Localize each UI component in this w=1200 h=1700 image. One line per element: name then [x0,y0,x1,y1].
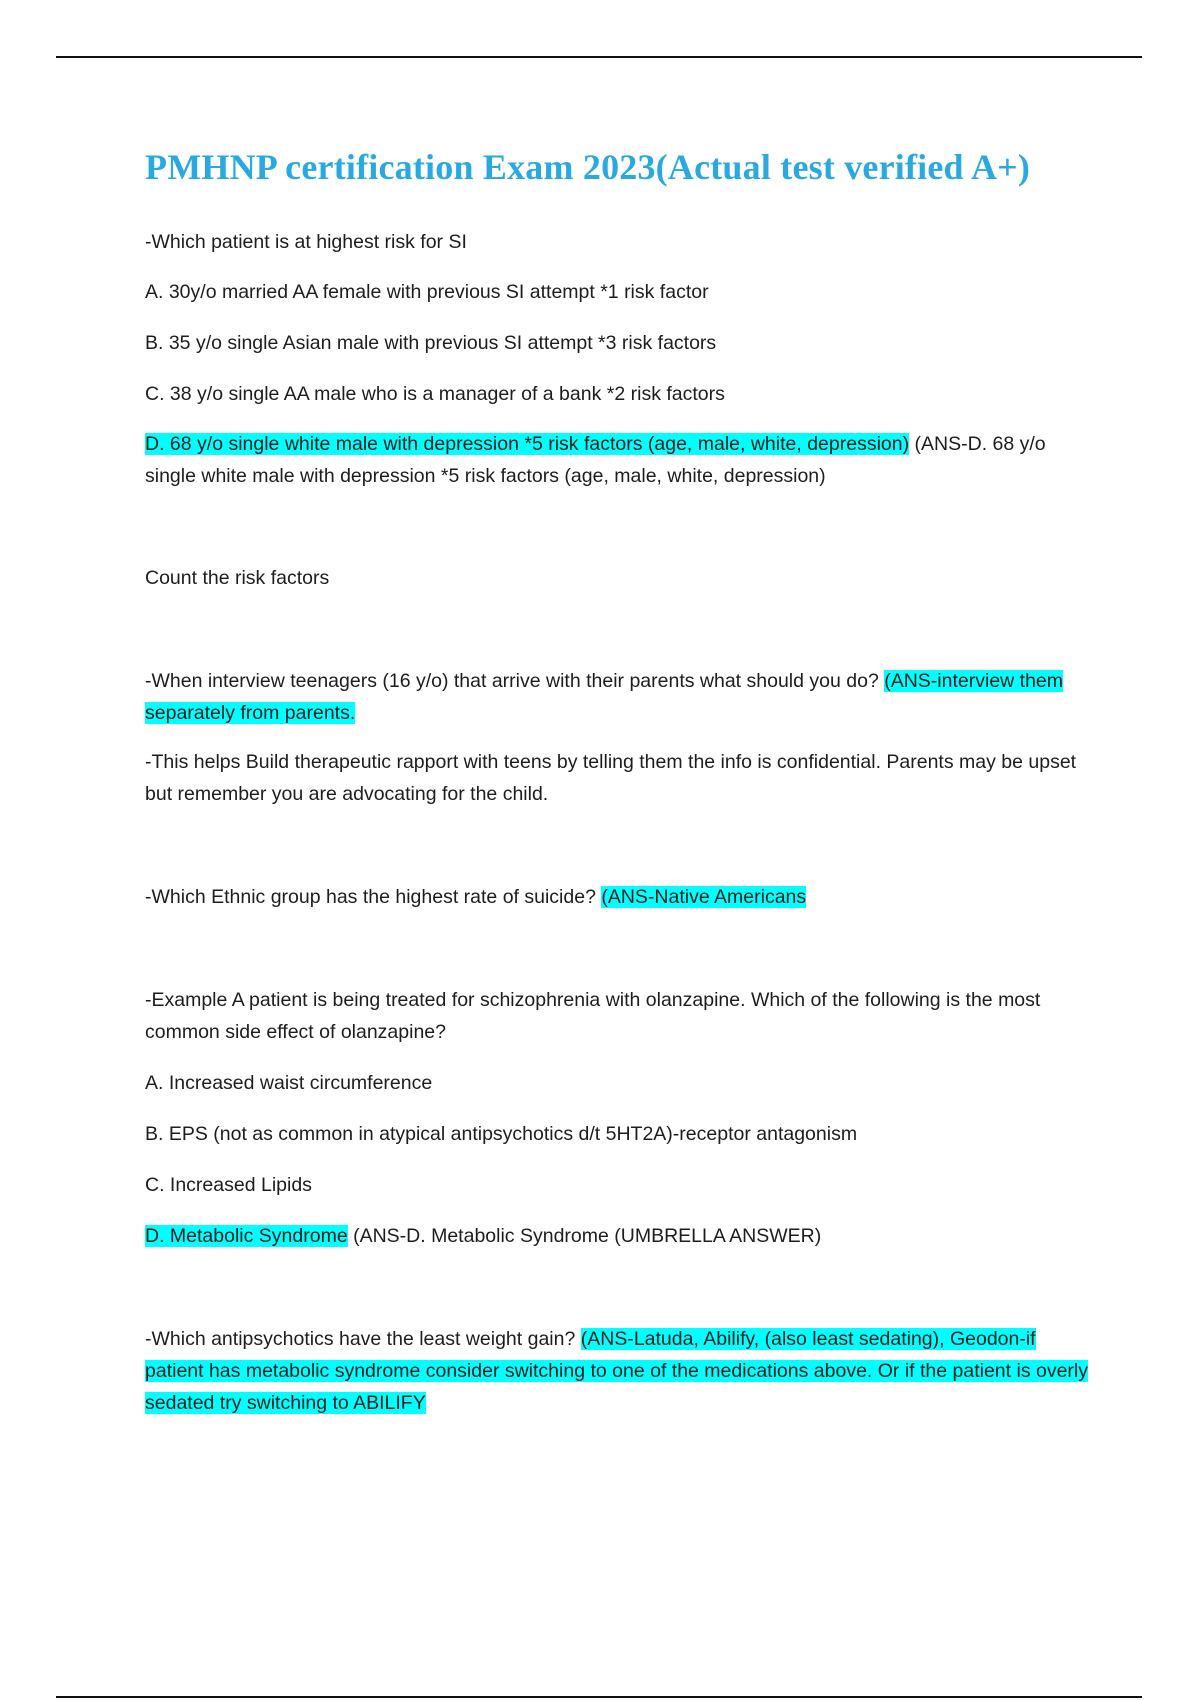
question-4-option-a: A. Increased waist circumference [145,1072,433,1094]
question-1 [145,226,1095,594]
question-5 [145,1323,1095,1419]
question-4-answer: (ANS-D. Metabolic Syndrome (UMBRELLA ANSWER) [347,1225,822,1247]
question-1-option-d-with-answer [145,428,1095,492]
question-3 [145,881,1095,913]
question-5-answer-highlight: (ANS-Latuda, Abilify, (also least sedating), Geodon-if patient has metabolic syndrome consider switching to one of the medications above. Or if the patient is overly sedated try switching to ABILIFY [145,1328,1088,1414]
question-1-note: Count the risk factors [145,567,330,589]
question-5-prompt-with-answer [145,1323,1095,1419]
question-4-option-d-highlight: D. Metabolic Syndrome [145,1225,348,1247]
question-1-option-c: C. 38 y/o single AA male who is a manager of a bank *2 risk factors [145,383,725,405]
question-2 [145,665,1095,810]
question-4-option-d-with-answer [145,1220,1095,1252]
question-4-option-c: C. Increased Lipids [145,1174,312,1196]
question-2-prompt: -When interview teenagers (16 y/o) that arrive with their parents what should you do? [145,670,885,692]
question-1-option-b: B. 35 y/o single Asian male with previous SI attempt *3 risk factors [145,332,717,354]
document-body [145,140,1095,1419]
question-1-answer: (ANS-D. 68 y/o single white male with depression *5 risk factors (age, male, white, depression) [145,433,1046,487]
question-2-answer-highlight: (ANS-interview them separately from parents. [145,670,1064,724]
question-2-prompt-with-answer [145,665,1095,729]
question-3-prompt: -Which Ethnic group has the highest rate of suicide? [145,886,602,908]
question-4-option-b: B. EPS (not as common in atypical antipsychotics d/t 5HT2A)-receptor antagonism [145,1123,858,1145]
question-4-prompt: -Example A patient is being treated for schizophrenia with olanzapine. Which of the following is the most common side effect of olanzapine? [145,989,1041,1043]
question-3-prompt-with-answer [145,881,1095,913]
top-rule [56,56,1142,58]
question-1-option-a: A. 30y/o married AA female with previous SI attempt *1 risk factor [145,281,709,303]
question-2-explanation: -This helps Build therapeutic rapport with teens by telling them the info is confidential. Parents may be upset but remember you are advocating for the child. [145,751,1077,805]
question-1-prompt: -Which patient is at highest risk for SI [145,231,467,253]
question-5-prompt: -Which antipsychotics have the least weight gain? [145,1328,581,1350]
document-title: PMHNP certification Exam 2023(Actual test verified A+) [145,147,1031,187]
bottom-rule [56,1696,1142,1698]
question-3-answer-highlight: (ANS-Native Americans [601,886,807,908]
question-4 [145,984,1095,1252]
question-1-option-d-highlight: D. 68 y/o single white male with depression *5 risk factors (age, male, white, depression) [145,433,910,455]
